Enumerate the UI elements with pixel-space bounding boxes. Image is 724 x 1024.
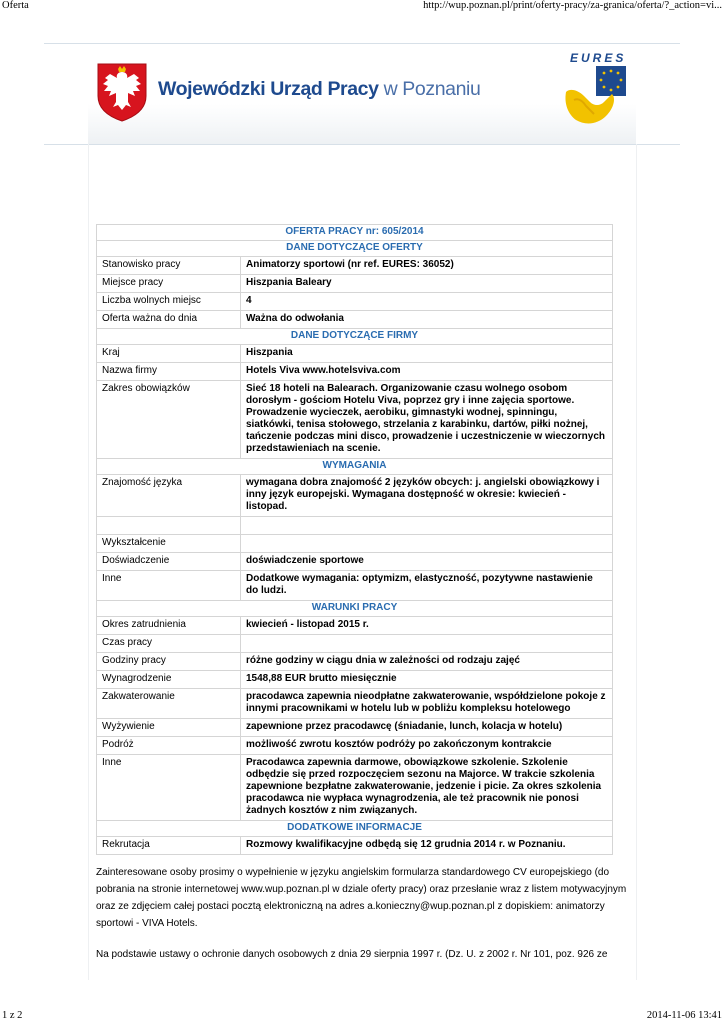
print-datetime: 2014-11-06 13:41 [646,1010,722,1021]
print-title: Oferta [2,0,29,11]
table-row [97,617,613,635]
table-row [97,689,613,719]
table-row [97,553,613,571]
field-value [241,635,613,653]
field-label: Godziny pracy [97,653,241,671]
field-value: możliwość zwrotu kosztów podróży po zakończonym kontrakcie [241,737,613,755]
table-row [97,837,613,855]
section-heading-row [97,329,613,345]
field-value: doświadczenie sportowe [241,553,613,571]
field-value: zapewnione przez pracodawcę (śniadanie, lunch, kolacja w hotelu) [241,719,613,737]
page-number: 1 z 2 [2,1010,23,1021]
spacer-row [97,517,613,535]
section-heading: DODATKOWE INFORMACJE [97,821,613,837]
table-row [97,571,613,601]
table-row [97,475,613,517]
table-row [97,737,613,755]
field-label: Rekrutacja [97,837,241,855]
field-label: Podróż [97,737,241,755]
field-label: Inne [97,755,241,821]
table-row [97,653,613,671]
field-value: pracodawca zapewnia nieodpłatne zakwaterowanie, współdzielone pokoje z innymi pracownikami w hotelu lub w pobliżu kompleksu hotelowego [241,689,613,719]
offer-table [96,224,613,855]
eures-logo-icon [560,50,630,146]
spacer-cell [241,517,613,535]
field-value [241,535,613,553]
field-value: Hiszpania Baleary [241,275,613,293]
org-name [158,78,480,101]
table-row [97,719,613,737]
section-heading: WARUNKI PRACY [97,601,613,617]
field-value: różne godziny w ciągu dnia w zależności od rodzaju zajęć [241,653,613,671]
field-value: Ważna do odwołania [241,311,613,329]
section-heading-row [97,241,613,257]
table-row [97,381,613,459]
field-label: Zakwaterowanie [97,689,241,719]
field-value: Pracodawca zapewnia darmowe, obowiązkowe szkolenie. Szkolenie odbędzie się przed rozpoczęciem sezonu na Majorce. W trakcie szkolenia zapewnione bezpłatne zakwaterowanie, jedzenie i picie. Za okres szkolenia pracodawca nie wypłaca wynagrodzenia, ale też pracownik nie ponosi żadnych kosztów z nim związanych. [241,755,613,821]
table-row [97,755,613,821]
field-label: Stanowisko pracy [97,257,241,275]
field-value: kwiecień - listopad 2015 r. [241,617,613,635]
field-label: Wyżywienie [97,719,241,737]
field-label: Wynagrodzenie [97,671,241,689]
field-label: Liczba wolnych miejsc [97,293,241,311]
org-name-main: Wojewódzki Urząd Pracy [158,78,379,100]
field-label: Kraj [97,345,241,363]
coat-of-arms-icon [96,62,148,122]
section-heading-row [97,459,613,475]
field-label: Doświadczenie [97,553,241,571]
table-row [97,671,613,689]
section-heading: DANE DOTYCZĄCE FIRMY [97,329,613,345]
section-heading: DANE DOTYCZĄCE OFERTY [97,241,613,257]
field-value: Sieć 18 hoteli na Balearach. Organizowanie czasu wolnego osobom dorosłym - gościom Hotelu Viva, poprzez gry i inne zajęcia sportowe. Prowadzenie wycieczek, aerobiku, gimnastyki wodnej, spinningu, siatkówki, tenisa stołowego, strzelania z karabinku, dartów, piłki nożnej, tańczenie podczas mini disco, prowadzenie i uczestniczenie w wieczornych przedstawieniach na scenie. [241,381,613,459]
org-name-city: w Poznaniu [383,78,481,100]
offer-title-row [97,225,613,241]
table-row [97,257,613,275]
print-header [0,0,724,14]
field-label: Miejsce pracy [97,275,241,293]
field-label: Nazwa firmy [97,363,241,381]
field-label: Znajomość języka [97,475,241,517]
table-row [97,535,613,553]
print-footer [0,1010,724,1024]
section-heading-row [97,821,613,837]
field-label: Inne [97,571,241,601]
offer-title: OFERTA PRACY nr: 605/2014 [97,225,613,241]
application-instructions: Zainteresowane osoby prosimy o wypełnienie w języku angielskim formularza standardowego CV europejskiego (do pobrania na stronie internetowej www.wup.poznan.pl w dziale oferty pracy) oraz przesłanie wraz z listem motywacyjnym oraz ze zdjęciem całej postaci pocztą elektroniczną na adres a.konieczny@wup.poznan.pl z dopiskiem: animatorzy sportowi - VIVA Hotels. [96,867,627,929]
table-row [97,363,613,381]
spacer-cell [97,517,241,535]
field-value: 1548,88 EUR brutto miesięcznie [241,671,613,689]
content-left-border [88,144,89,980]
table-row [97,275,613,293]
data-protection-note: Na podstawie ustawy o ochronie danych osobowych z dnia 29 sierpnia 1997 r. (Dz. U. z 2002 r. Nr 101, poz. 926 ze [96,949,608,960]
field-value: Rozmowy kwalifikacyjne odbędą się 12 grudnia 2014 r. w Poznaniu. [241,837,613,855]
field-value: Animatorzy sportowi (nr ref. EURES: 36052) [241,257,613,275]
table-row [97,635,613,653]
field-label: Oferta ważna do dnia [97,311,241,329]
field-label: Zakres obowiązków [97,381,241,459]
content-right-border [636,144,637,980]
print-url[interactable]: http://wup.poznan.pl/print/oferty-pracy/za-granica/oferta/?_action=vi... [423,0,722,11]
field-value: Hiszpania [241,345,613,363]
table-row [97,293,613,311]
field-label: Wykształcenie [97,535,241,553]
field-value: 4 [241,293,613,311]
table-row [97,345,613,363]
field-label: Okres zatrudnienia [97,617,241,635]
field-value: wymagana dobra znajomość 2 języków obcych: j. angielski obowiązkowy i inny język europejski. Wymagana dostępność w okresie: kwiecień - listopad. [241,475,613,517]
section-heading-row [97,601,613,617]
field-value: Hotels Viva www.hotelsviva.com [241,363,613,381]
field-label: Czas pracy [97,635,241,653]
eures-logo-text: EURES [570,51,627,65]
table-row [97,311,613,329]
field-value: Dodatkowe wymagania: optymizm, elastyczność, pozytywne nastawienie do ludzi. [241,571,613,601]
section-heading: WYMAGANIA [97,459,613,475]
